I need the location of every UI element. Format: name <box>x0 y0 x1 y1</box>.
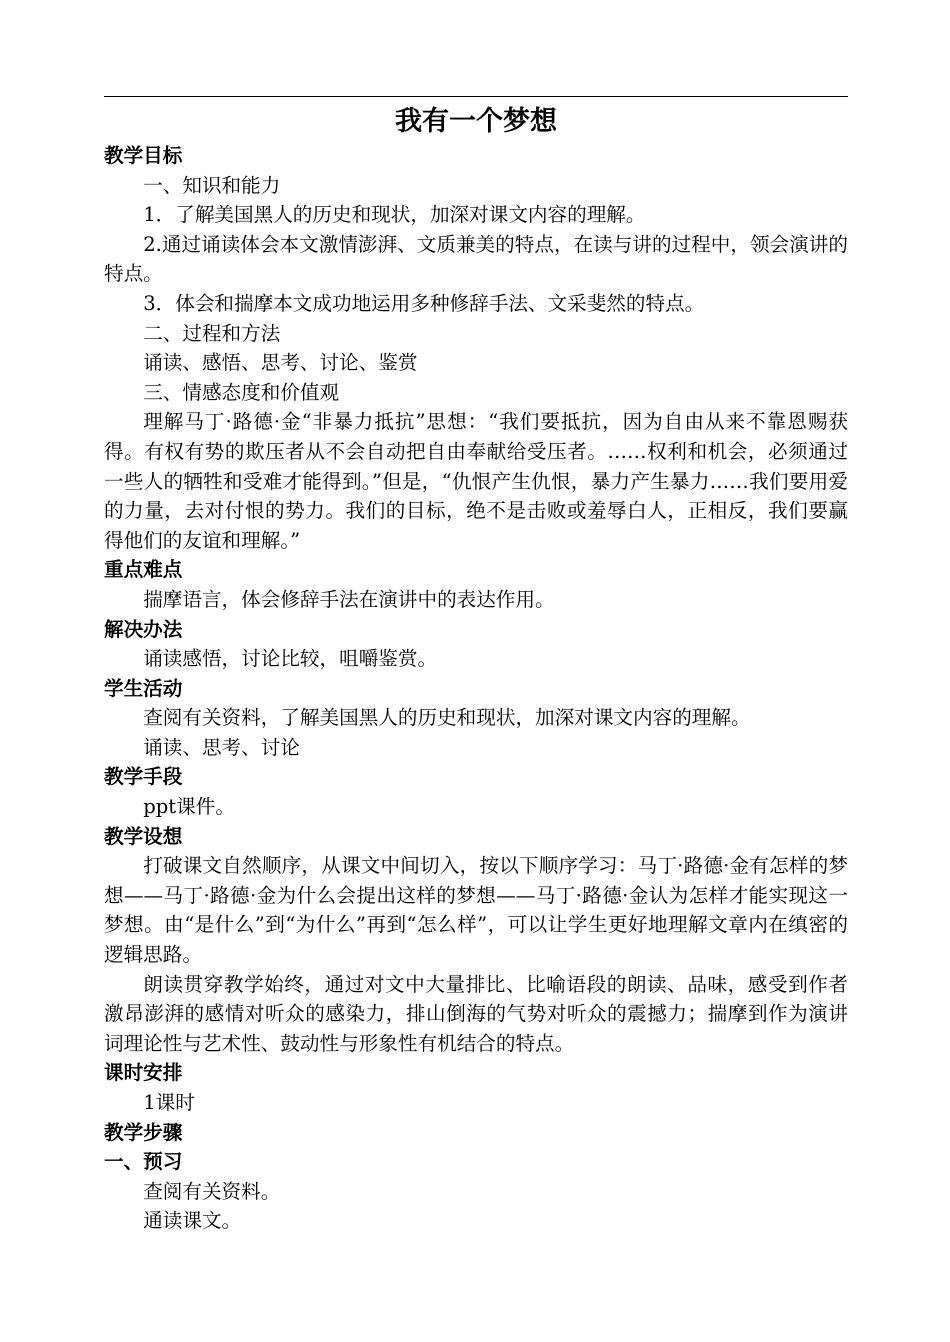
paragraph: 理解马丁·路德·金“非暴力抵抗”思想：“我们要抵抗，因为自由从来不靠恩赐获得。有权有势的欺压者从不会自动把自由奉献给受压者。……权利和机会，必须通过一些人的牺牲和受难才能得到。”但是，“仇恨产生仇恨，暴力产生暴力……我们要用爱的力量，去对付恨的势力。我们的目标，绝不是击败或羞辱白人，正相反，我们要赢得他们的友谊和理解。” <box>104 410 848 552</box>
paragraph: ppt课件。 <box>143 795 235 819</box>
paragraph: 一、知识和能力 <box>143 173 281 197</box>
paragraph: 三、情感态度和价值观 <box>143 380 340 404</box>
paragraph: 朗读贯穿教学始终，通过对文中大量排比、比喻语段的朗读、品味，感受到作者激昂澎湃的感情对听众的感染力，排山倒海的气势对听众的震撼力；揣摩到作为演讲词理论性与艺术性、鼓动性与形象性有机结合的特点。 <box>104 972 848 1055</box>
paragraph: 二、过程和方法 <box>143 321 281 345</box>
section-heading: 重点难点 <box>104 558 183 582</box>
section-schedule <box>104 1058 848 1117</box>
paragraph: 1．了解美国黑人的历史和现状，加深对课文内容的理解。 <box>143 203 646 227</box>
section-student-activities <box>104 674 848 763</box>
section-teaching-steps <box>104 1118 848 1148</box>
section-heading: 一、预习 <box>104 1150 183 1174</box>
section-heading: 教学目标 <box>104 144 183 167</box>
document-page <box>104 96 848 1236</box>
paragraph: 查阅有关资料，了解美国黑人的历史和现状，加深对课文内容的理解。 <box>143 706 751 730</box>
section-key-difficulties <box>104 555 848 614</box>
page-title: 我有一个梦想 <box>395 106 557 137</box>
section-teaching-design <box>104 822 848 1059</box>
paragraph: 通读课文。 <box>143 1209 242 1233</box>
section-heading: 教学手段 <box>104 765 183 789</box>
paragraph: 揣摩语言，体会修辞手法在演讲中的表达作用。 <box>143 587 555 611</box>
section-teaching-goals <box>104 141 848 555</box>
section-teaching-means <box>104 762 848 821</box>
section-preview <box>104 1147 848 1236</box>
paragraph: 查阅有关资料。 <box>143 1179 281 1203</box>
paragraph: 3．体会和揣摩本文成功地运用多种修辞手法、文采斐然的特点。 <box>143 291 705 315</box>
section-heading: 解决办法 <box>104 617 183 641</box>
document-body <box>104 141 848 1236</box>
section-heading: 学生活动 <box>104 676 183 700</box>
section-heading: 教学步骤 <box>104 1120 183 1144</box>
paragraph: 诵读感悟，讨论比较，咀嚼鉴赏。 <box>143 647 438 671</box>
section-solutions <box>104 615 848 674</box>
section-heading: 教学设想 <box>104 824 183 848</box>
paragraph: 诵读、感悟、思考、讨论、鉴赏 <box>143 351 418 375</box>
paragraph: 1课时 <box>143 1091 195 1114</box>
paragraph: 诵读、思考、讨论 <box>143 735 300 759</box>
section-heading: 课时安排 <box>104 1061 183 1085</box>
header-rule <box>104 96 848 97</box>
paragraph: 打破课文自然顺序，从课文中间切入，按以下顺序学习：马丁·路德·金有怎样的梦想——马丁·路德·金为什么会提出这样的梦想——马丁·路德·金认为怎样才能实现这一梦想。由“是什么”到“为什么”再到“怎么样”，可以让学生更好地理解文章内在缜密的逻辑思路。 <box>104 854 848 967</box>
paragraph: 2.通过诵读体会本文激情澎湃、文质兼美的特点，在读与讲的过程中，领会演讲的特点。 <box>104 232 848 286</box>
